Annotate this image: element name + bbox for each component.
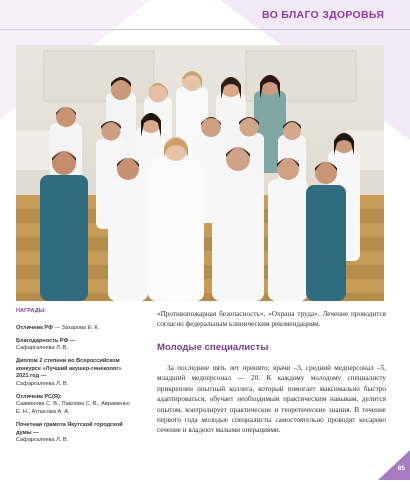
award-title: Отличник РФ xyxy=(16,324,53,331)
page-number: 85 xyxy=(397,465,405,472)
paragraph-intro: «Противопожарная безопасность», «Охрана труда». Лечение проводится согласно федеральным клиническим рекомендациям. xyxy=(157,310,386,329)
header-divider xyxy=(0,29,410,30)
award-names: Саввинова С. В., Павлова С. В., Авраменко Е. Н., Атласова А. А. xyxy=(16,401,130,415)
award-item xyxy=(16,422,134,445)
award-item xyxy=(16,325,134,333)
staff-group-photo xyxy=(16,45,384,301)
subheading-young-specialists: Молодые специалисты xyxy=(157,341,269,353)
awards-heading: НАГРАДЫ: xyxy=(16,308,47,314)
award-item xyxy=(16,394,134,417)
award-names: — Захарова Е. К. xyxy=(54,324,100,331)
section-title: ВО БЛАГО ЗДОРОВЬЯ xyxy=(262,9,385,21)
award-title: Диплом 2 степени во Всероссийском конкурсе «Лучший акушер-гинеколог» 2021 год — xyxy=(16,358,122,380)
page-corner-triangle xyxy=(378,450,410,480)
page-number-corner xyxy=(378,450,410,480)
paragraph-young-specialists: За последние пять лет принято: врачи –3, средний медперсонал –5, младший медперсонал — 20. К каждому молодому специалисту прикреплен опытный коллега, который помогает максимально быстро адаптироваться, обучает необходимым практическим навыкам, делится опытом, контролирует практические и теоретические знания. В течение первого года молодые специалисты самостоятельно проводят кесарево сечение и владеют малыми операциями. xyxy=(157,363,386,435)
award-title: Отличник РС(Я): xyxy=(16,393,62,400)
award-title: Благодарность РФ — xyxy=(16,337,76,344)
award-names: Сафаргалеева Л. В. xyxy=(16,380,69,387)
awards-sidebar xyxy=(16,308,134,450)
award-item xyxy=(16,338,134,353)
award-names: Сафаргалеева Л. В. xyxy=(16,345,69,352)
article-body xyxy=(157,309,386,436)
award-item xyxy=(16,358,134,388)
award-names: Сафаргалеева Л. В. xyxy=(16,437,69,444)
award-title: Почетная грамота Якутской городской думы — xyxy=(16,422,123,436)
